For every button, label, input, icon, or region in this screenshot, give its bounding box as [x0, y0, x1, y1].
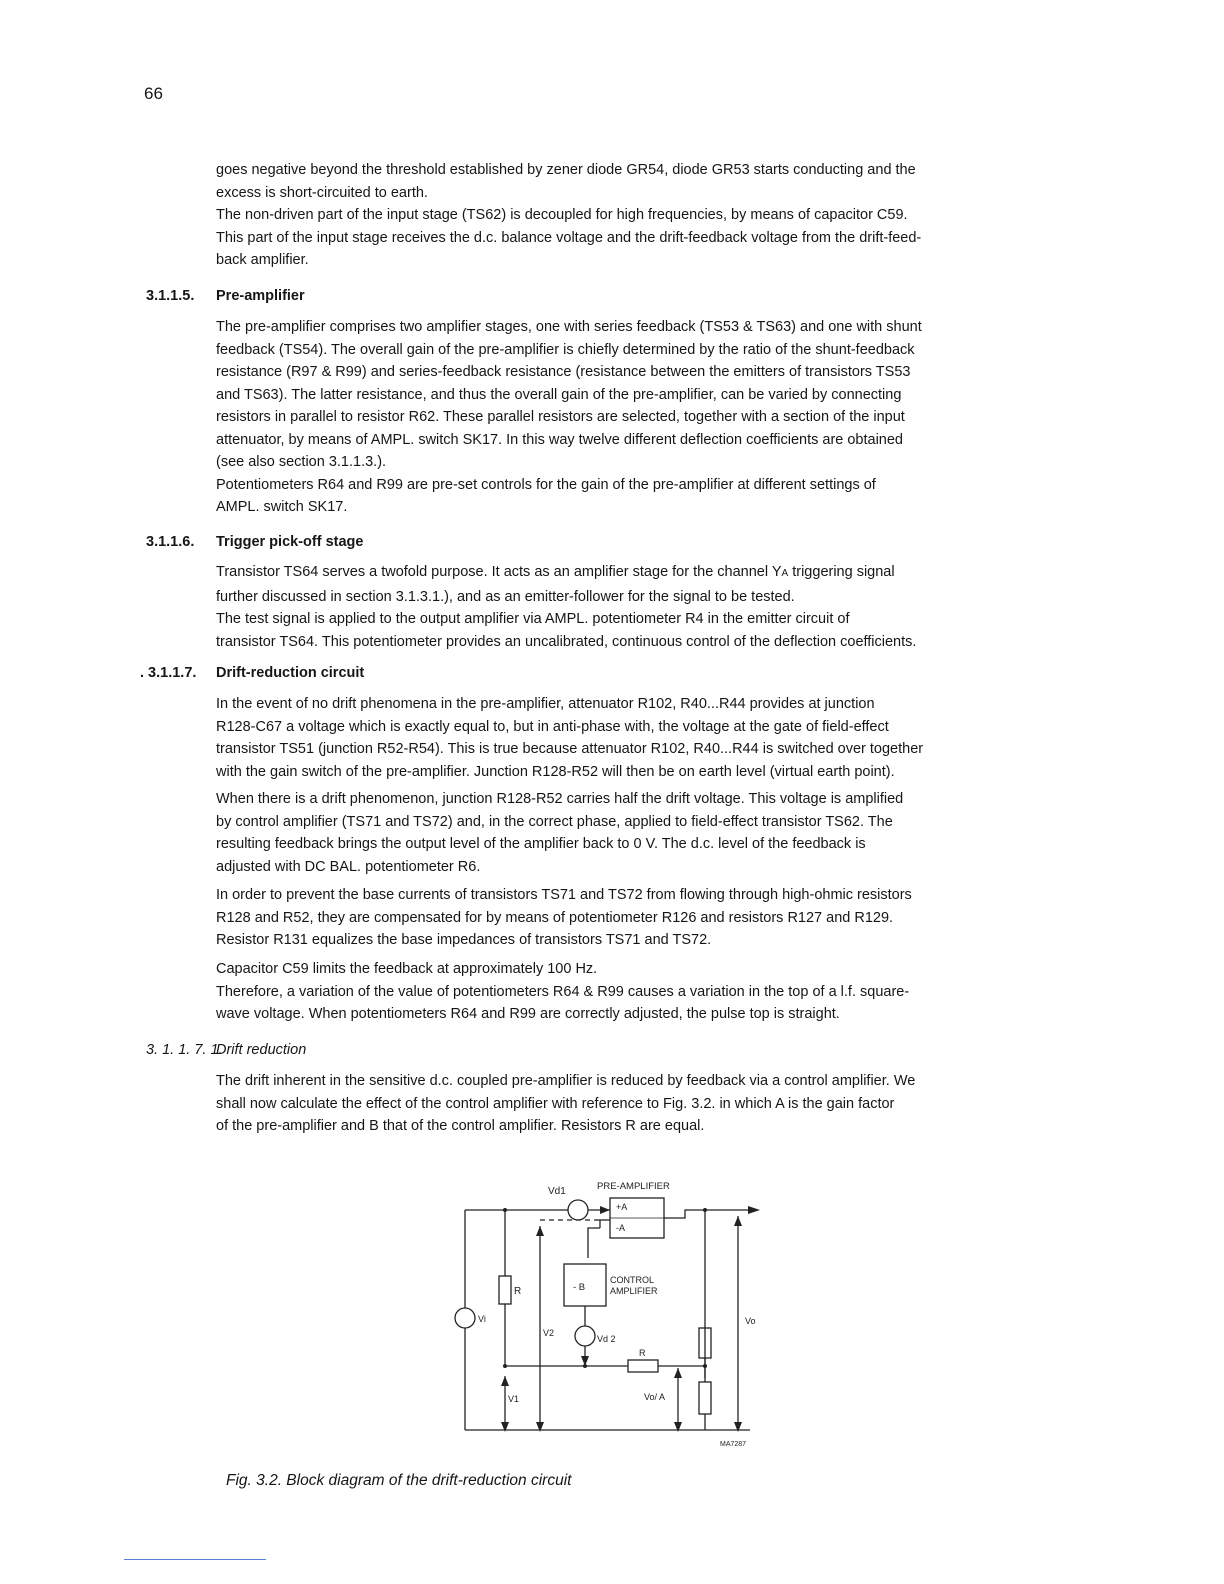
arrow-v1-top: [501, 1376, 509, 1386]
section-number-3-1-1-6: 3.1.1.6.: [146, 534, 195, 550]
paragraph-capacitor-c59: Capacitor C59 limits the feedback at approximately 100 Hz. Therefore, a variation of the value of potentiometers R64 & R99 causes a variation in the top of a l.f. square- wave voltage. When potentiometers R64 and R99 are correctly adjusted, the pulse top is straight.: [216, 961, 910, 1022]
paragraph-trigger-text-a: Transistor TS64 serves a twofold purpose. It acts as an amplifier stage for the channel Y: [216, 564, 782, 580]
arrow-voa-top: [674, 1368, 682, 1378]
section-number-3-1-1-5: 3.1.1.5.: [146, 288, 195, 304]
resistor-r-bottom: [628, 1360, 658, 1372]
section-title-pre-amplifier: Pre-amplifier: [216, 288, 305, 304]
section-title-trigger-pick-off: Trigger pick-off stage: [216, 534, 364, 550]
resistor-r-left: [499, 1276, 511, 1304]
section-title-drift-reduction: Drift reduction: [216, 1042, 307, 1058]
paragraph-pre-amplifier: The pre-amplifier comprises two amplifier stages, one with series feedback (TS53 & TS63) and one with shunt feedback (TS54). The overall gain of the pre-amplifier is chiefly determined by the ratio of the shunt-feedback resistance (R97 & R99) and series-feedback resistance (resistance between the emitters of transistors TS53 and TS63). The latter resistance, and thus the overall gain of the pre-amplifier, can be varied by connecting resistors in parallel to resistor R62. These parallel resistors are selected, together with a section of the input attenuator, by means of AMPL. switch SK17. In this way twelve different deflection coefficients are obtained (see also section 3.1.1.3.). Potentiometers R64 and R99 are pre-set controls for the gain of the pre-amplifier at different settings of AMPL. switch SK17.: [216, 319, 922, 515]
label-vd2: Vd 2: [597, 1334, 616, 1344]
label-vi: Vi: [478, 1314, 486, 1324]
section-title-drift-reduction-circuit: Drift-reduction circuit: [216, 665, 365, 681]
resistor-output-lower: [699, 1382, 711, 1414]
label-plus-a: +A: [616, 1202, 628, 1212]
section-number-3-1-1-7-1: 3. 1. 1. 7. 1.: [146, 1042, 223, 1058]
paragraph-drift-phenomenon: When there is a drift phenomenon, junction R128-R52 carries half the drift voltage. This voltage is amplified by control amplifier (TS71 and TS72) and, in the correct phase, applied to field-effect transistor TS62. The resulting feedback brings the output level of the amplifier back to 0 V. The d.c. level of the feedback is adjusted with DC BAL. potentiometer R6.: [216, 791, 904, 875]
label-v2: V2: [543, 1328, 555, 1338]
arrow-into-amp: [600, 1206, 610, 1214]
label-vo: Vo: [745, 1316, 756, 1326]
paragraph-trigger-text-b: triggering signal further discussed in section 3.1.3.1.), and as an emitter-follower for the signal to be tested. The test signal is applied to the output amplifier via AMPL. potentiometer R4 in the emitter circuit of transistor TS64. This potentiometer provides an uncalibrated, continuous control of the deflection coefficients.: [216, 564, 917, 650]
vd2-source-symbol: [575, 1326, 595, 1346]
paragraph-base-currents: In order to prevent the base currents of transistors TS71 and TS72 from flowing through high-ohmic resistors R128 and R52, they are compensated for by means of potentiometer R126 and resistors R127 and R129. Resistor R131 equalizes the base impedances of transistors TS71 and TS72.: [216, 887, 912, 948]
paragraph-input-stage: goes negative beyond the threshold established by zener diode GR54, diode GR53 starts conducting and the excess is short-circuited to earth. The non-driven part of the input stage (TS62) is decoupled for high frequencies, by means of capacitor C59. This part of the input stage receives the d.c. balance voltage and the drift-feedback voltage from the drift-feed- back amplifier.: [216, 162, 922, 268]
drift-reduction-block-diagram: [440, 1170, 770, 1460]
label-v1: V1: [508, 1394, 520, 1404]
label-pre-amplifier: PRE-AMPLIFIER: [597, 1181, 670, 1192]
section-number-3-1-1-7: . 3.1.1.7.: [140, 665, 197, 681]
paragraph-trigger-pick-off: [216, 561, 1056, 653]
channel-subscript: A: [781, 568, 789, 579]
vi-source-symbol: [455, 1308, 475, 1328]
arrow-v2-top: [536, 1226, 544, 1236]
label-vd1: Vd1: [548, 1186, 566, 1197]
label-r-left: R: [514, 1286, 522, 1297]
label-vo-over-a: Vo/ A: [644, 1392, 666, 1402]
wire-output: [664, 1210, 752, 1218]
vd1-source-symbol: [568, 1200, 588, 1220]
paragraph-drift-calculation: The drift inherent in the sensitive d.c. coupled pre-amplifier is reduced by feedback via a control amplifier. We shall now calculate the effect of the control amplifier with reference to Fig. 3.2. in which A is the gain factor of the pre-amplifier and B that of the control amplifier. Resistors R are equal.: [216, 1073, 916, 1134]
arrow-vo-top: [734, 1216, 742, 1226]
paragraph-no-drift: In the event of no drift phenomena in the pre-amplifier, attenuator R102, R40...R44 provides at junction R128-C67 a voltage which is exactly equal to, but in anti-phase with, the voltage at the gate of field-effect transistor TS51 (junction R52-R54). This is true because attenuator R102, R40...R44 is switched over together with the gain switch of the pre-amplifier. Junction R128-R52 will then be on earth level (virtual earth point).: [216, 696, 924, 780]
label-control: CONTROL: [610, 1275, 655, 1285]
label-figure-ref: MA7287: [720, 1441, 747, 1448]
arrow-output: [748, 1206, 760, 1214]
label-minus-a: -A: [616, 1223, 625, 1233]
figure-caption: Fig. 3.2. Block diagram of the drift-reduction circuit: [226, 1472, 572, 1489]
page-number: 66: [144, 84, 163, 103]
label-r-bottom: R: [639, 1348, 646, 1358]
scan-artifact-line: [124, 1559, 266, 1560]
label-amplifier: AMPLIFIER: [610, 1286, 658, 1296]
label-minus-b: - B: [573, 1282, 586, 1293]
